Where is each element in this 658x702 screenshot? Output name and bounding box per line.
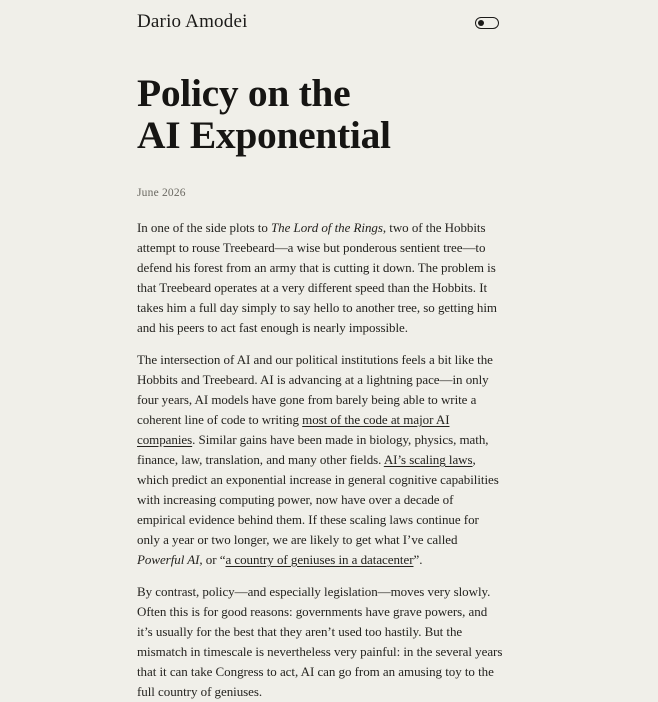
paragraph-2-text-e: ”. <box>413 552 423 567</box>
site-name-link[interactable]: Dario Amodei <box>137 11 248 32</box>
link-scaling-laws[interactable]: AI’s scaling laws <box>383 452 473 467</box>
paragraph-1-text-a: In one of the side plots to <box>137 220 271 235</box>
article <box>137 72 503 702</box>
toggle-knob-icon <box>478 20 485 27</box>
paragraph-1-text-b: , two of the Hobbits attempt to rouse Treebeard—a wise but ponderous sentient tree—to defend his forest from an army that is cutting it down. The problem is that Treebeard operates at a very different speed than the Hobbits. It takes him a full day simply to say hello to another tree, so getting him and his peers to act fast enough is nearly impossible. <box>137 220 497 335</box>
paragraph-2-text-d: or “ <box>202 552 226 567</box>
link-code-at-ai-companies[interactable]: most of the code at major AI companies <box>137 412 450 447</box>
page-title-line-1: Policy on the <box>137 71 351 115</box>
paragraph-1 <box>137 218 503 338</box>
publish-date: June 2026 <box>137 187 186 199</box>
paragraph-2-text-a: The intersection of AI and our political institutions feels a bit like the Hobbits and Treebeard. AI is advancing at a lightning pace—in only four years, AI models have gone from barely being able to write a coherent line of code to writing <box>137 352 493 427</box>
paragraph-2 <box>137 350 503 570</box>
page-title <box>137 72 503 156</box>
theme-toggle-switch[interactable] <box>475 17 499 29</box>
paragraph-2-emphasis: Powerful AI, <box>137 552 203 567</box>
paragraph-3-text: By contrast, policy—and especially legislation—moves very slowly. Often this is for good reasons: governments have grave powers, and it’s usually for the best that they aren’t used too hastily. But the mismatch in timescale is nevertheless very painful: in the several years that it can take Congress to act, AI can go from an amusing toy to the full country of geniuses. <box>137 584 503 699</box>
link-country-of-geniuses[interactable]: a country of geniuses in a datacenter <box>225 552 414 567</box>
paragraph-1-book-title: The Lord of the Rings <box>271 220 383 235</box>
paragraph-2-text-c: , which predict an exponential increase in general cognitive capabilities with increasing computing power, now have over a decade of empirical evidence behind them. If these scaling laws continue for only a year or two longer, we are likely to get what I’ve called <box>137 452 499 547</box>
page-title-line-2: AI Exponential <box>137 113 391 157</box>
site-header <box>137 10 499 36</box>
paragraph-3 <box>137 582 503 702</box>
paragraph-2-text-b: . Similar gains have been made in biology, physics, math, finance, law, translation, and many other fields. <box>137 432 489 467</box>
